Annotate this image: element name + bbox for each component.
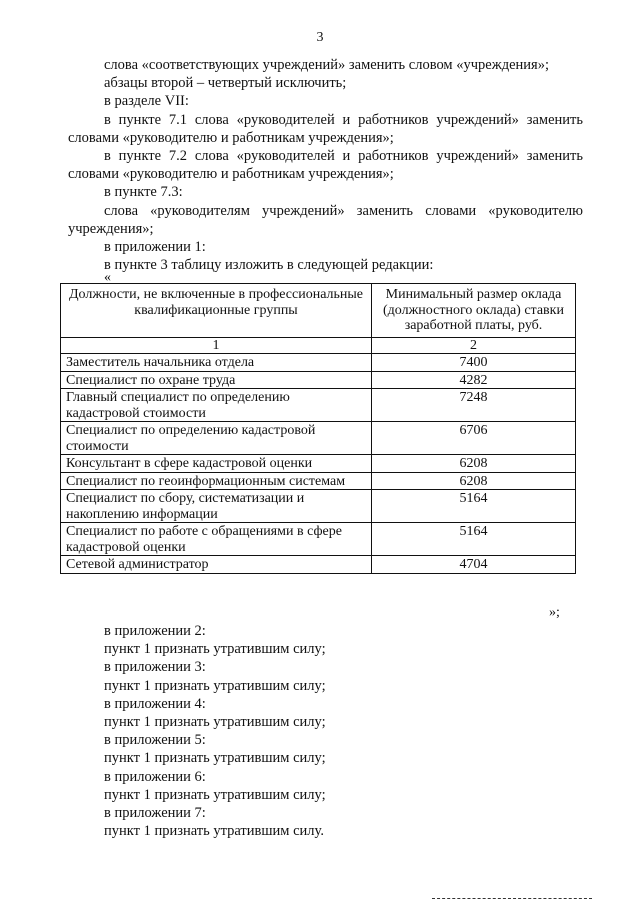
- salary-table: [60, 283, 576, 574]
- position-cell: Специалист по работе с обращениями в сфере кадастровой оценки: [61, 523, 372, 556]
- tail-line: пункт 1 признать утратившим силу;: [104, 641, 326, 658]
- position-cell: Специалист по геоинформационным системам: [61, 472, 372, 490]
- tail-line: в приложении 6:: [104, 768, 206, 785]
- table-row: [61, 523, 576, 556]
- column-number-row: [61, 337, 576, 354]
- paragraph: в пункте 3 таблицу изложить в следующей редакции:: [104, 257, 434, 274]
- paragraph: в пункте 7.3:: [104, 184, 183, 201]
- paragraph: слова «соответствующих учреждений» заменить словом «учреждения»;: [104, 57, 549, 73]
- tail-line: пункт 1 признать утратившим силу;: [104, 786, 326, 803]
- tail-line: пункт 1 признать утратившим силу;: [104, 677, 326, 694]
- tail-line: в приложении 2:: [104, 623, 206, 639]
- paragraph: абзацы второй – четвертый исключить;: [104, 75, 347, 92]
- tail-line: пункт 1 признать утратившим силу;: [104, 714, 326, 731]
- table-row: [61, 371, 576, 389]
- salary-cell: 5164: [372, 523, 576, 556]
- appendix-amendments: [104, 622, 326, 840]
- salary-cell: 7248: [372, 389, 576, 422]
- position-cell: Сетевой администратор: [61, 556, 372, 574]
- scan-edge-mark: [432, 898, 592, 902]
- salary-cell: 6208: [372, 472, 576, 490]
- paragraph: в пункте 7.2 слова «руководителей и работников учреждений» заменить словами «руководителю и работникам учреждения»;: [68, 148, 583, 183]
- position-cell: Специалист по охране труда: [61, 371, 372, 389]
- table-row: [61, 455, 576, 473]
- paragraph: в приложении 1:: [104, 239, 206, 256]
- paragraph: слова «руководителям учреждений» заменить словами «руководителю учреждения»;: [68, 202, 583, 237]
- position-cell: Специалист по сбору, систематизации и накоплению информации: [61, 490, 372, 523]
- salary-cell: 5164: [372, 490, 576, 523]
- table-row: [61, 556, 576, 574]
- tail-line: пункт 1 признать утратившим силу;: [104, 750, 326, 767]
- opening-quote: «: [104, 270, 111, 285]
- tail-line: в приложении 4:: [104, 695, 206, 712]
- page-number: 3: [316, 30, 324, 45]
- header-salary: Минимальный размер оклада (должностного оклада) ставки заработной платы, руб.: [372, 284, 576, 338]
- salary-cell: 6706: [372, 422, 576, 455]
- table-row: [61, 490, 576, 523]
- salary-cell: 4282: [372, 371, 576, 389]
- salary-cell: 7400: [372, 354, 576, 372]
- closing-quote: »;: [549, 605, 560, 620]
- table-row: [61, 422, 576, 455]
- column-number: 2: [372, 337, 576, 354]
- tail-line: пункт 1 признать утратившим силу.: [104, 823, 324, 840]
- paragraph: в разделе VII:: [104, 93, 189, 110]
- tail-line: в приложении 7:: [104, 805, 206, 822]
- tail-line: в приложении 3:: [104, 659, 206, 676]
- column-number: 1: [61, 337, 372, 354]
- amendment-text: [68, 56, 583, 274]
- position-cell: Главный специалист по определению кадастровой стоимости: [61, 389, 372, 422]
- position-cell: Специалист по определению кадастровой стоимости: [61, 422, 372, 455]
- salary-cell: 6208: [372, 455, 576, 473]
- position-cell: Консультант в сфере кадастровой оценки: [61, 455, 372, 473]
- tail-line: в приложении 5:: [104, 732, 206, 749]
- table-row: [61, 472, 576, 490]
- paragraph: в пункте 7.1 слова «руководителей и работников учреждений» заменить словами «руководителю и работникам учреждения»;: [68, 111, 583, 146]
- header-position: Должности, не включенные в профессиональные квалификационные группы: [61, 284, 372, 338]
- position-cell: Заместитель начальника отдела: [61, 354, 372, 372]
- table-row: [61, 354, 576, 372]
- table-header-row: [61, 284, 576, 338]
- table-row: [61, 389, 576, 422]
- salary-cell: 4704: [372, 556, 576, 574]
